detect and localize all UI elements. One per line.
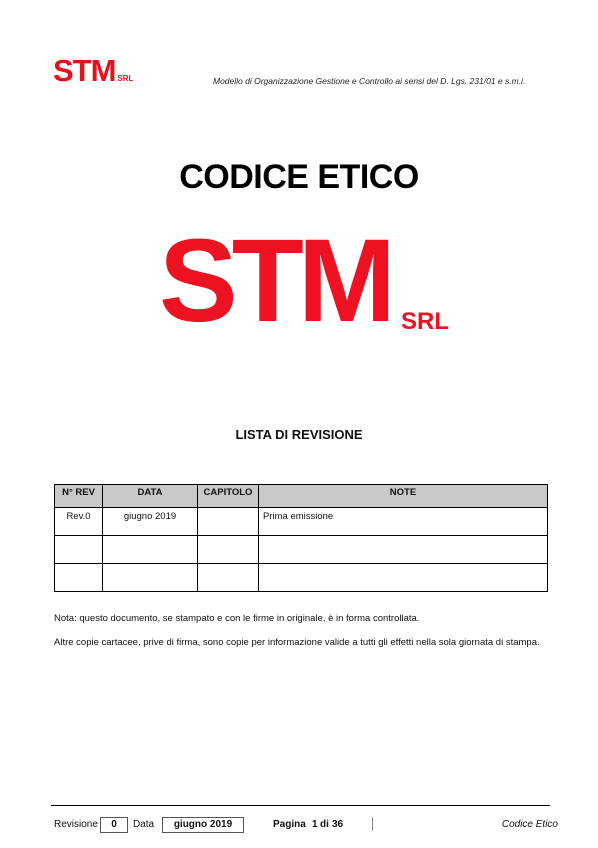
company-logo-text: STM <box>159 215 391 347</box>
cell-notes: Prima emissione <box>259 508 548 536</box>
footer-date-value: giugno 2019 <box>162 817 244 833</box>
cell-rev: Rev.0 <box>55 508 103 536</box>
footer-document-name: Codice Etico <box>501 819 558 830</box>
column-header-date: DATA <box>103 485 198 508</box>
revision-table <box>54 484 548 592</box>
footer-page-total: 36 <box>332 819 344 830</box>
revision-heading: LISTA DI REVISIONE <box>235 427 363 442</box>
table-header-row <box>55 485 548 508</box>
cell-date <box>103 564 198 592</box>
footer-date-label: Data <box>133 819 155 830</box>
header-logo-suffix: SRL <box>117 74 134 83</box>
header-logo <box>53 55 133 86</box>
table-row <box>55 536 548 564</box>
table-row <box>55 508 548 536</box>
footer-page-number: 1 <box>312 819 318 830</box>
footer-page-label: Pagina <box>273 819 306 830</box>
cell-rev <box>55 536 103 564</box>
cell-chapter <box>198 508 259 536</box>
page-footer <box>54 817 558 833</box>
cell-rev <box>55 564 103 592</box>
uncontrolled-copy-note: Altre copie cartacee, prive di firma, sono copie per informazione valide a tutti gli effetti nella sola giornata di stampa. <box>54 637 540 648</box>
header-logo-text: STM <box>53 53 116 88</box>
footer-revision-value: 0 <box>100 817 128 833</box>
column-header-notes: NOTE <box>259 485 548 508</box>
footer-separator <box>372 817 373 831</box>
cell-chapter <box>198 536 259 564</box>
cell-chapter <box>198 564 259 592</box>
footer-divider <box>51 805 550 806</box>
company-logo-suffix: SRL <box>401 308 449 335</box>
cell-date: giugno 2019 <box>103 508 198 536</box>
column-header-rev: N° REV <box>55 485 103 508</box>
cell-notes <box>259 536 548 564</box>
company-logo <box>159 215 449 347</box>
cell-notes <box>259 564 548 592</box>
cell-date <box>103 536 198 564</box>
table-row <box>55 564 548 592</box>
column-header-chapter: CAPITOLO <box>198 485 259 508</box>
footer-page-of: di <box>320 819 329 830</box>
footer-revision-label: Revisione <box>54 819 98 830</box>
controlled-copy-note: Nota: questo documento, se stampato e con le firme in originale, è in forma controllata. <box>54 613 420 624</box>
document-title: CODICE ETICO <box>179 158 419 196</box>
header-subtitle: Modello di Organizzazione Gestione e Controllo ai sensi del D. Lgs. 231/01 e s.m.i. <box>213 76 526 86</box>
